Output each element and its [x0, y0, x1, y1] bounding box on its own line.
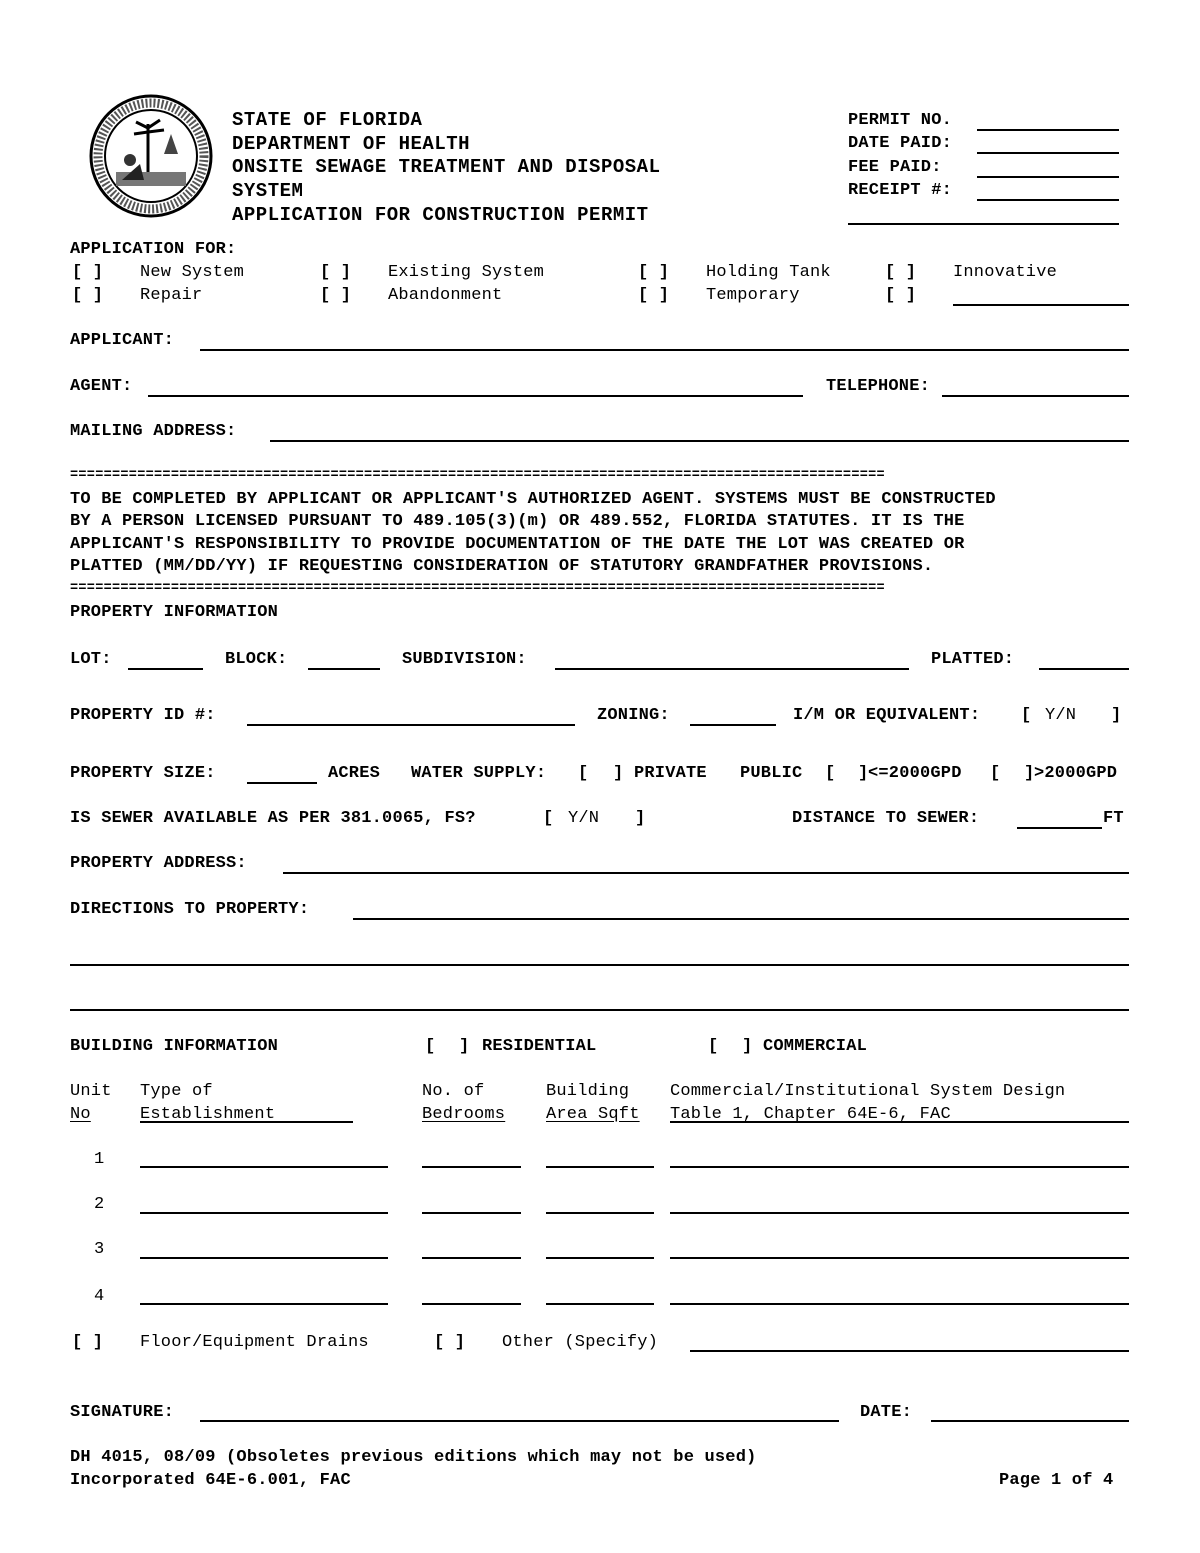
distance-to-sewer-label: DISTANCE TO SEWER:: [792, 809, 980, 828]
title-system: SYSTEM: [232, 180, 304, 202]
existing-system-checkbox[interactable]: [ ]: [320, 263, 352, 282]
receipt-field[interactable]: [977, 199, 1119, 201]
florida-state-seal: [86, 94, 216, 218]
innovative-label: Innovative: [953, 263, 1058, 282]
temporary-label: Temporary: [706, 286, 800, 305]
directions-label: DIRECTIONS TO PROPERTY:: [70, 900, 310, 919]
date-paid-label: DATE PAID:: [848, 134, 953, 153]
incorporated-rule: Incorporated 64E-6.001, FAC: [70, 1471, 351, 1490]
notice-divider-bottom: =================================================================================================: [70, 581, 885, 596]
telephone-label: TELEPHONE:: [826, 377, 931, 396]
property-size-label: PROPERTY SIZE:: [70, 764, 216, 783]
bedrooms-field-1[interactable]: [422, 1166, 521, 1168]
type-field-3[interactable]: [140, 1257, 388, 1259]
directions-field-3[interactable]: [70, 1009, 1129, 1011]
abandonment-label: Abandonment: [388, 286, 503, 305]
water-supply-label: WATER SUPPLY:: [411, 764, 547, 783]
floor-drains-checkbox[interactable]: [ ]: [72, 1333, 104, 1352]
im-equivalent-label: I/M OR EQUIVALENT:: [793, 706, 981, 725]
unit-number: 1: [94, 1150, 105, 1169]
subdivision-field[interactable]: [555, 668, 909, 670]
public-gt2000-checkbox-close[interactable]: ]: [1024, 764, 1035, 783]
im-bracket-open: [: [1021, 706, 1032, 725]
property-address-label: PROPERTY ADDRESS:: [70, 854, 247, 873]
title-state: STATE OF FLORIDA: [232, 109, 423, 131]
temporary-checkbox[interactable]: [ ]: [638, 286, 670, 305]
repair-checkbox[interactable]: [ ]: [72, 286, 104, 305]
area-field-3[interactable]: [546, 1257, 654, 1259]
residential-label: RESIDENTIAL: [482, 1037, 597, 1056]
platted-field[interactable]: [1039, 668, 1129, 670]
col-design-header: Commercial/Institutional System Design: [670, 1082, 1066, 1101]
telephone-field[interactable]: [942, 395, 1129, 397]
col-area-header: Building: [546, 1082, 630, 1101]
floor-drains-label: Floor/Equipment Drains: [140, 1333, 369, 1352]
col-area-header-2: Area Sqft: [546, 1105, 640, 1124]
unit-number: 3: [94, 1240, 105, 1259]
public-label: PUBLIC: [740, 764, 803, 783]
property-address-field[interactable]: [283, 872, 1129, 874]
block-label: BLOCK:: [225, 650, 288, 669]
type-field-2[interactable]: [140, 1212, 388, 1214]
public-le2000-checkbox-close[interactable]: ]: [858, 764, 869, 783]
col-unit-header: Unit: [70, 1082, 112, 1101]
title-program: ONSITE SEWAGE TREATMENT AND DISPOSAL: [232, 156, 661, 178]
sewer-bracket-close: ]: [635, 809, 646, 828]
date-paid-field[interactable]: [977, 152, 1119, 154]
title-application: APPLICATION FOR CONSTRUCTION PERMIT: [232, 204, 649, 226]
unit-number: 2: [94, 1195, 105, 1214]
lot-label: LOT:: [70, 650, 112, 669]
new-system-label: New System: [140, 263, 245, 282]
applicant-label: APPLICANT:: [70, 331, 175, 350]
col-design-underline: [670, 1121, 1129, 1123]
distance-to-sewer-field[interactable]: [1017, 827, 1102, 829]
col-type-header: Type of: [140, 1082, 213, 1101]
commercial-checkbox-close[interactable]: ]: [742, 1037, 753, 1056]
office-use-field[interactable]: [848, 223, 1119, 225]
col-bedrooms-header-2: Bedrooms: [422, 1105, 506, 1124]
holding-tank-checkbox[interactable]: [ ]: [638, 263, 670, 282]
area-field-2[interactable]: [546, 1212, 654, 1214]
applicant-field[interactable]: [200, 349, 1129, 351]
block-field[interactable]: [308, 668, 380, 670]
ft-label: FT: [1103, 809, 1124, 828]
notice-line-1: TO BE COMPLETED BY APPLICANT OR APPLICANT'S AUTHORIZED AGENT. SYSTEMS MUST BE CONSTRUCTED: [70, 490, 996, 509]
property-id-label: PROPERTY ID #:: [70, 706, 216, 725]
other-specify-checkbox[interactable]: [ ]: [434, 1333, 466, 1352]
directions-field-2[interactable]: [70, 964, 1129, 966]
sewer-available-label: IS SEWER AVAILABLE AS PER 381.0065, FS?: [70, 809, 476, 828]
residential-checkbox-open[interactable]: [: [425, 1037, 436, 1056]
signature-label: SIGNATURE:: [70, 1403, 175, 1422]
holding-tank-label: Holding Tank: [706, 263, 831, 282]
col-design-header-2: Table 1, Chapter 64E-6, FAC: [670, 1105, 951, 1124]
innovative-checkbox[interactable]: [ ]: [885, 263, 917, 282]
date-field[interactable]: [931, 1420, 1129, 1422]
public-le2000-label: <=2000GPD: [868, 764, 962, 783]
platted-label: PLATTED:: [931, 650, 1015, 669]
private-checkbox-open[interactable]: [: [578, 764, 589, 783]
repair-label: Repair: [140, 286, 203, 305]
lot-field[interactable]: [128, 668, 203, 670]
area-field-4[interactable]: [546, 1303, 654, 1305]
notice-line-3: APPLICANT'S RESPONSIBILITY TO PROVIDE DOCUMENTATION OF THE DATE THE LOT WAS CREATED OR: [70, 535, 965, 554]
im-yn-toggle[interactable]: Y/N: [1045, 706, 1077, 725]
zoning-label: ZONING:: [597, 706, 670, 725]
signature-field[interactable]: [200, 1420, 839, 1422]
permit-no-field[interactable]: [977, 129, 1119, 131]
title-department: DEPARTMENT OF HEALTH: [232, 133, 471, 155]
property-size-field[interactable]: [247, 782, 317, 784]
fee-paid-label: FEE PAID:: [848, 158, 942, 177]
bedrooms-field-4[interactable]: [422, 1303, 521, 1305]
mailing-address-field[interactable]: [270, 440, 1129, 442]
subdivision-label: SUBDIVISION:: [402, 650, 527, 669]
property-info-heading: PROPERTY INFORMATION: [70, 603, 279, 622]
form-number: DH 4015, 08/09 (Obsoletes previous editions which may not be used): [70, 1448, 757, 1467]
sewer-yn-toggle[interactable]: Y/N: [568, 809, 600, 828]
bedrooms-field-2[interactable]: [422, 1212, 521, 1214]
page-number: Page 1 of 4: [999, 1471, 1114, 1490]
other-specify-field[interactable]: [690, 1350, 1129, 1352]
type-field-4[interactable]: [140, 1303, 388, 1305]
notice-divider-top: =================================================================================================: [70, 468, 885, 483]
im-bracket-close: ]: [1111, 706, 1122, 725]
application-for-label: APPLICATION FOR:: [70, 240, 237, 259]
date-label: DATE:: [860, 1403, 913, 1422]
public-gt2000-label: >2000GPD: [1034, 764, 1118, 783]
other-type-field[interactable]: [953, 304, 1129, 306]
zoning-field[interactable]: [690, 724, 776, 726]
fee-paid-field[interactable]: [977, 176, 1119, 178]
notice-line-4: PLATTED (MM/DD/YY) IF REQUESTING CONSIDERATION OF STATUTORY GRANDFATHER PROVISIONS.: [70, 557, 934, 576]
sewer-bracket-open: [: [543, 809, 554, 828]
bedrooms-field-3[interactable]: [422, 1257, 521, 1259]
private-label: PRIVATE: [634, 764, 707, 783]
new-system-checkbox[interactable]: [ ]: [72, 263, 104, 282]
directions-field-1[interactable]: [353, 918, 1129, 920]
public-gt2000-checkbox-open[interactable]: [: [990, 764, 1001, 783]
agent-field[interactable]: [148, 395, 803, 397]
col-unit-header-2: No: [70, 1105, 91, 1124]
property-id-field[interactable]: [247, 724, 575, 726]
permit-no-label: PERMIT NO.: [848, 111, 953, 130]
other-type-checkbox[interactable]: [ ]: [885, 286, 917, 305]
receipt-label: RECEIPT #:: [848, 181, 953, 200]
public-le2000-checkbox-open[interactable]: [: [825, 764, 836, 783]
acres-label: ACRES: [328, 764, 381, 783]
design-field-1[interactable]: [670, 1166, 1129, 1168]
building-info-heading: BUILDING INFORMATION: [70, 1037, 279, 1056]
other-specify-label: Other (Specify): [502, 1333, 659, 1352]
col-type-header-2: Establishment: [140, 1105, 276, 1124]
private-checkbox-close[interactable]: ]: [613, 764, 624, 783]
commercial-label: COMMERCIAL: [763, 1037, 868, 1056]
design-field-4[interactable]: [670, 1303, 1129, 1305]
design-field-3[interactable]: [670, 1257, 1129, 1259]
col-type-underline: [140, 1121, 353, 1123]
abandonment-checkbox[interactable]: [ ]: [320, 286, 352, 305]
commercial-checkbox-open[interactable]: [: [708, 1037, 719, 1056]
col-bedrooms-header: No. of: [422, 1082, 485, 1101]
existing-system-label: Existing System: [388, 263, 545, 282]
area-field-1[interactable]: [546, 1166, 654, 1168]
notice-line-2: BY A PERSON LICENSED PURSUANT TO 489.105(3)(m) OR 489.552, FLORIDA STATUTES. IT IS THE: [70, 512, 965, 531]
mailing-address-label: MAILING ADDRESS:: [70, 422, 237, 441]
design-field-2[interactable]: [670, 1212, 1129, 1214]
unit-number: 4: [94, 1287, 105, 1306]
agent-label: AGENT:: [70, 377, 133, 396]
residential-checkbox-close[interactable]: ]: [459, 1037, 470, 1056]
type-field-1[interactable]: [140, 1166, 388, 1168]
